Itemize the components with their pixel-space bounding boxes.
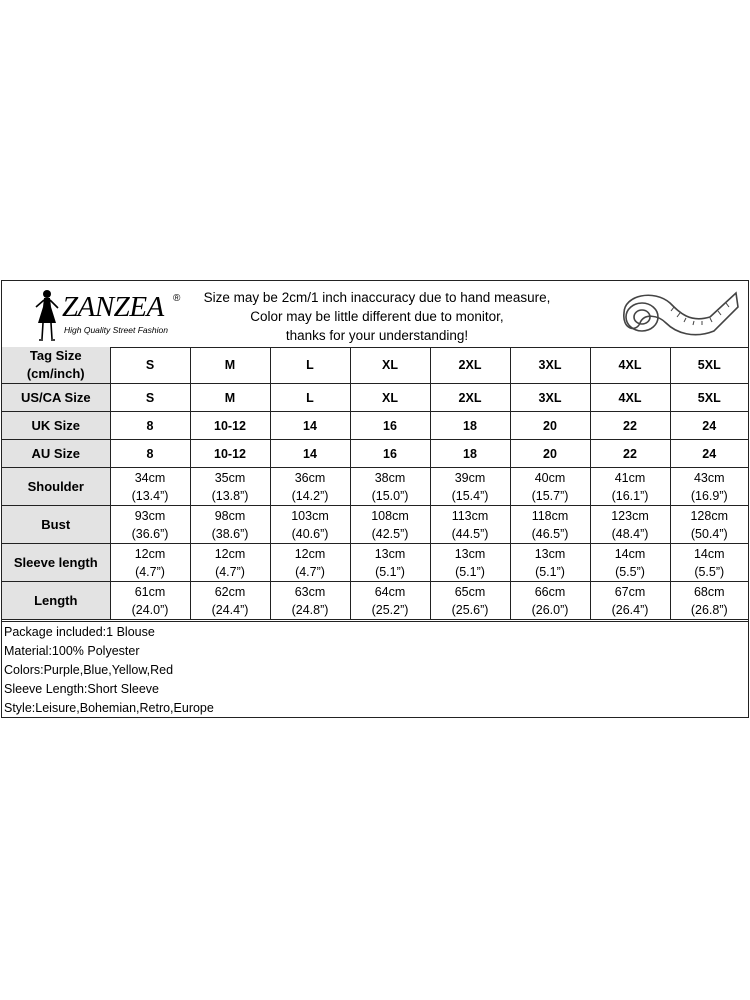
info-line: Colors:Purple,Blue,Yellow,Red [4,663,174,677]
row-label: US/CA Size [2,384,110,412]
table-cell: 5XL [670,384,748,412]
info-line: Package included:1 Blouse [4,625,155,639]
table-cell: 3XL [510,347,590,384]
table-cell: 13cm (5.1”) [430,544,510,582]
table-cell: 128cm (50.4”) [670,506,748,544]
table-cell: 4XL [590,384,670,412]
table-cell: 18 [430,412,510,440]
table-cell: 38cm (15.0”) [350,468,430,506]
row-label: Length [2,582,110,620]
notice-line: thanks for your understanding! [285,328,469,343]
info-line: Material:100% Polyester [4,644,140,658]
row-label: Tag Size (cm/inch) [2,347,110,384]
brand-name: ZANZEA [62,291,164,323]
table-cell: XL [350,384,430,412]
notice-line: Color may be little different due to monitor, [250,309,504,324]
table-cell: 18 [430,440,510,468]
table-cell: 20 [510,440,590,468]
table-cell: 41cm (16.1”) [590,468,670,506]
size-chart-header [2,281,748,348]
row-label: Sleeve length [2,544,110,582]
table-cell: 12cm (4.7”) [110,544,190,582]
table-cell: 36cm (14.2”) [270,468,350,506]
table-row [2,440,748,468]
table-cell: 34cm (13.4”) [110,468,190,506]
table-row [2,506,748,544]
table-cell: S [110,384,190,412]
row-label: Bust [2,506,110,544]
table-cell: S [110,347,190,384]
row-label: AU Size [2,440,110,468]
registered-mark: ® [173,293,181,304]
table-row [2,412,748,440]
table-cell: 64cm (25.2”) [350,582,430,620]
table-cell: 4XL [590,347,670,384]
row-label: UK Size [2,412,110,440]
table-cell: 13cm (5.1”) [510,544,590,582]
table-cell: 14cm (5.5”) [590,544,670,582]
table-cell: 16 [350,412,430,440]
table-row [2,347,748,384]
table-cell: 13cm (5.1”) [350,544,430,582]
woman-silhouette-icon [30,287,64,343]
table-cell: 12cm (4.7”) [190,544,270,582]
table-cell: M [190,347,270,384]
notice-line: Size may be 2cm/1 inch inaccuracy due to hand measure, [203,290,551,305]
table-cell: 12cm (4.7”) [270,544,350,582]
table-cell: 67cm (26.4”) [590,582,670,620]
table-cell: 35cm (13.8”) [190,468,270,506]
table-cell: 98cm (38.6”) [190,506,270,544]
table-cell: 40cm (15.7”) [510,468,590,506]
table-cell: 93cm (36.6”) [110,506,190,544]
table-cell: 10-12 [190,412,270,440]
table-cell: 61cm (24.0”) [110,582,190,620]
table-cell: 8 [110,440,190,468]
size-table [2,347,748,620]
table-cell: 66cm (26.0”) [510,582,590,620]
table-cell: 2XL [430,347,510,384]
table-cell: 43cm (16.9”) [670,468,748,506]
table-cell: 68cm (26.8”) [670,582,748,620]
table-row [2,544,748,582]
table-cell: 24 [670,440,748,468]
measuring-tape-icon [614,283,742,345]
table-cell: 3XL [510,384,590,412]
table-cell: 113cm (44.5”) [430,506,510,544]
table-cell: 103cm (40.6”) [270,506,350,544]
table-cell: 63cm (24.8”) [270,582,350,620]
table-cell: L [270,347,350,384]
table-cell: 39cm (15.4”) [430,468,510,506]
info-line: Sleeve Length:Short Sleeve [4,682,159,696]
table-cell: 14 [270,412,350,440]
table-cell: 62cm (24.4”) [190,582,270,620]
table-row [2,468,748,506]
table-cell: XL [350,347,430,384]
table-cell: 14cm (5.5”) [670,544,748,582]
table-cell: 5XL [670,347,748,384]
table-cell: 24 [670,412,748,440]
size-chart [1,280,749,718]
table-cell: 8 [110,412,190,440]
table-cell: 20 [510,412,590,440]
table-cell: 22 [590,412,670,440]
table-cell: 22 [590,440,670,468]
table-cell: 108cm (42.5”) [350,506,430,544]
table-row [2,582,748,620]
table-cell: L [270,384,350,412]
measurement-notice [192,288,562,345]
brand-tagline: High Quality Street Fashion [64,325,168,335]
table-cell: 16 [350,440,430,468]
table-cell: 123cm (48.4”) [590,506,670,544]
row-label: Shoulder [2,468,110,506]
product-info [2,621,748,718]
table-cell: 10-12 [190,440,270,468]
table-cell: 14 [270,440,350,468]
table-cell: 118cm (46.5”) [510,506,590,544]
brand-logo [30,287,190,343]
table-cell: M [190,384,270,412]
info-line: Style:Leisure,Bohemian,Retro,Europe [4,701,214,715]
table-cell: 65cm (25.6”) [430,582,510,620]
table-cell: 2XL [430,384,510,412]
table-row [2,384,748,412]
